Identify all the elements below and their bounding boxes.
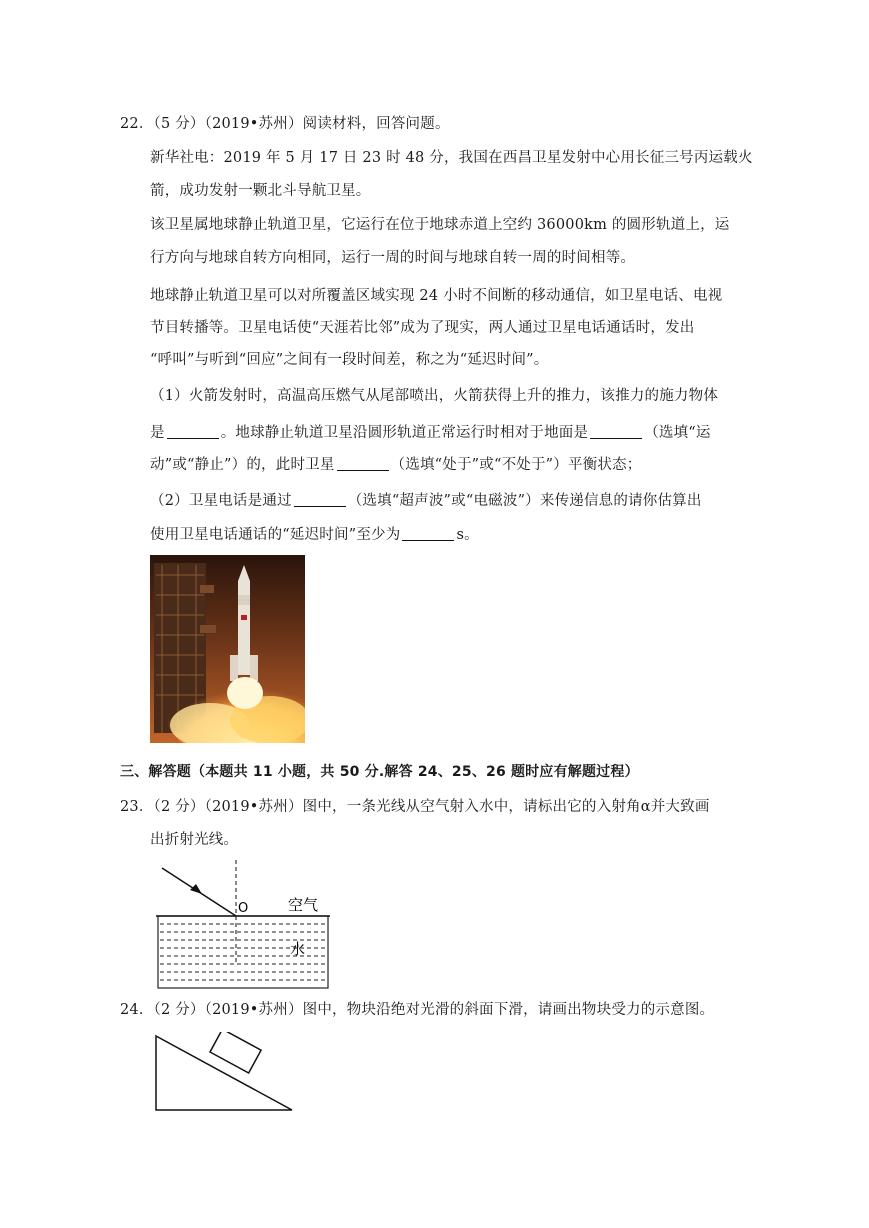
q22-sub1-line3 [150,452,642,475]
answer-blank-5[interactable] [402,524,454,541]
q22-sub1-text-a: 是 [150,425,165,441]
q22-header: 22．（5 分）（2019•苏州）阅读材料，回答问题。 [120,116,450,132]
sliding-block [210,1032,261,1073]
rocket-launch-photo [150,555,305,743]
q22-sub2-line2 [150,522,479,545]
incline-diagram [150,1032,300,1114]
q22-sub2-text-b: （选填“超声波”或“电磁波”）来传递信息的请你估算出 [347,493,702,509]
air-label: 空气 [288,896,319,914]
q22-para2-line1: 该卫星属地球静止轨道卫星，它运行在位于地球赤道上空约 36000km 的圆形轨道上，运 [150,217,730,233]
q22-para3-line1: 地球静止轨道卫星可以对所覆盖区域实现 24 小时不间断的移动通信，如卫星电话、电视 [150,288,723,304]
ray-arrow-icon [190,884,202,894]
rocket-launch-illustration [150,555,305,743]
q22-sub2-text-a: （2）卫星电话是通过 [150,493,292,509]
q22-para3-line2: 节目转播等。卫星电话使“天涯若比邻”成为了现实，两人通过卫星电话通话时，发出 [150,320,695,336]
section-3-title: 三、解答题（本题共 11 小题，共 50 分.解答 24、25、26 题时应有解题过程） [120,764,639,780]
q22-sub1-text-e: （选填“处于”或“不处于”）平衡状态； [390,457,642,473]
point-o-label: O [238,901,249,916]
refraction-diagram [150,860,340,992]
q23-header-line2: 出折射光线。 [150,832,239,848]
q22-para2-line2: 行方向与地球自转方向相同，运行一周的时间与地球自转一周的时间相等。 [150,250,636,266]
q22-para1-line2: 箭，成功发射一颗北斗导航卫星。 [150,183,371,199]
q22-sub1-text-d: 动”或“静止”）的，此时卫星 [150,457,335,473]
q22-sub1-line1: （1）火箭发射时，高温高压燃气从尾部喷出，火箭获得上升的推力，该推力的施力物体 [150,388,719,404]
q22-para1-line1: 新华社电：2019 年 5 月 17 日 23 时 48 分，我国在西昌卫星发射中心用长征三号丙运载火 [150,150,753,166]
q24-header: 24．（2 分）（2019•苏州）图中，物块沿绝对光滑的斜面下滑，请画出物块受力的示意图。 [120,1002,715,1018]
q23-header: 23．（2 分）（2019•苏州）图中，一条光线从空气射入水中，请标出它的入射角α并大致画 [120,799,710,815]
water-label: 水 [290,940,306,958]
answer-blank-3[interactable] [337,454,389,471]
q22-sub2-line1 [150,488,702,511]
q22-sub2-text-d: s。 [456,527,479,543]
q22-para3-line3: “呼叫”与听到“回应”之间有一段时间差，称之为“延迟时间”。 [150,352,549,368]
q22-sub1-text-b: 。地球静止轨道卫星沿圆形轨道正常运行时相对于地面是 [220,425,589,441]
answer-blank-4[interactable] [294,490,346,507]
q22-sub2-text-c: 使用卫星电话通话的“延迟时间”至少为 [150,527,401,543]
q22-sub1-text-c: （选填“运 [644,425,711,441]
answer-blank-1[interactable] [167,422,219,439]
answer-blank-2[interactable] [590,422,642,439]
q22-sub1-line2 [150,420,711,443]
